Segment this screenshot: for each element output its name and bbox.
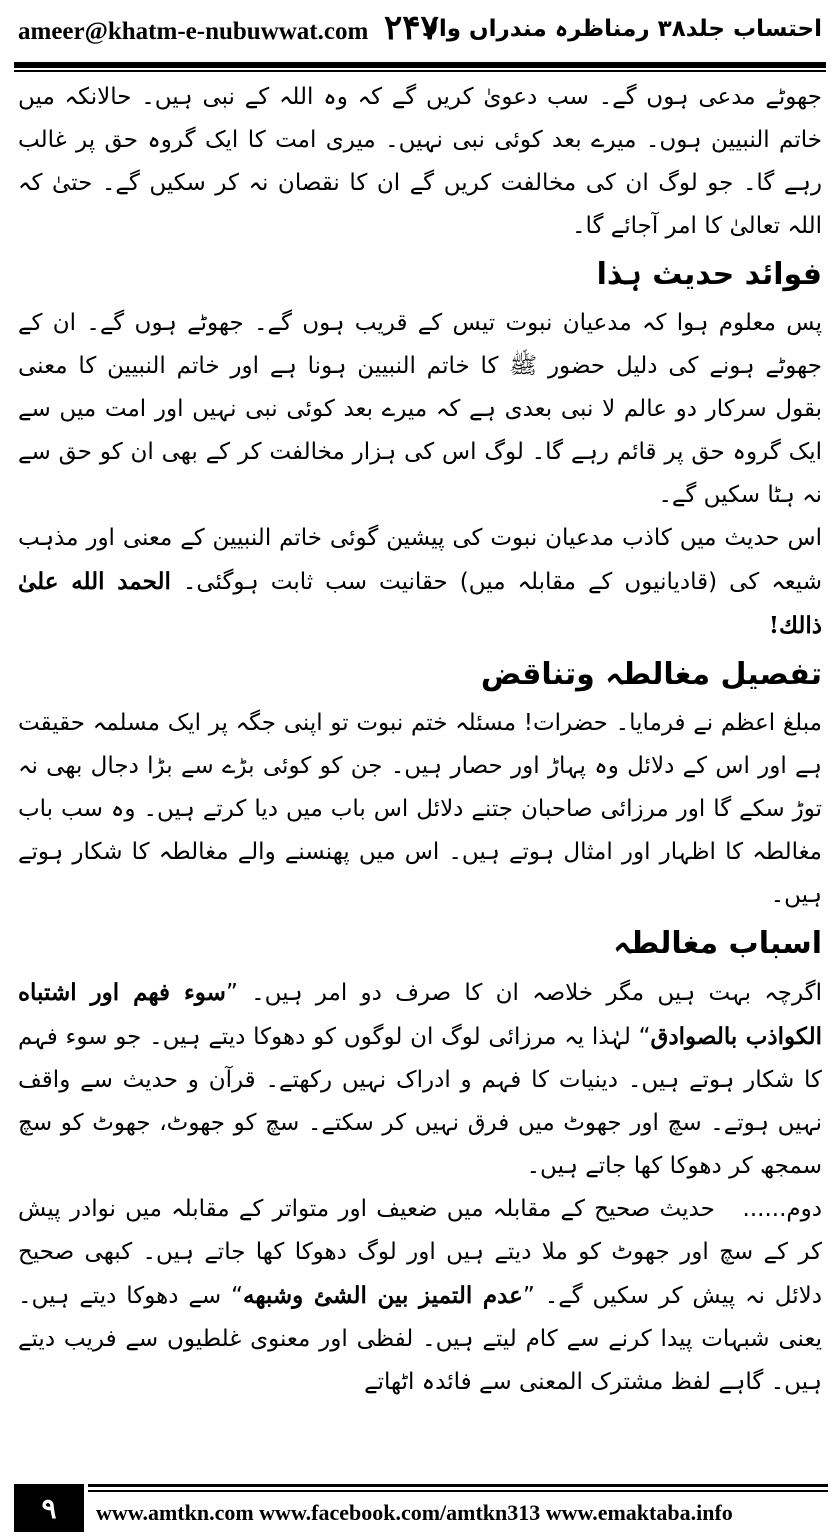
footer-urls[interactable]: www.amtkn.com www.facebook.com/amtkn313 www.emaktaba.info (96, 1500, 733, 1525)
footer-rule-thick (88, 1484, 828, 1487)
header-rule-thick (14, 62, 826, 68)
page-header (0, 0, 840, 70)
paragraph (18, 971, 822, 1188)
running-title: احتساب جلد۳۸ رمناظرہ مندراں والا (421, 16, 822, 42)
footer-rule-thin (88, 1490, 828, 1492)
paragraph-text: “ سے دھوکا دیتے ہیں۔ یعنی شبہات پیدا کرنے سے کام لیتے ہیں۔ لفظی اور معنوی غلطیوں سے فریب دیتے ہیں۔ گاہے لفظ مشترک المعنی سے فائدہ اٹھاتے (18, 1283, 822, 1395)
arabic-phrase: عدم التميز بين الشئ وشبهه (242, 1282, 523, 1309)
paragraph-text: “ لہٰذا یہ مرزائی لوگ ان لوگوں کو دھوکا دیتے ہیں۔ جو سوء فہم کا شکار ہوتے ہیں۔ دینیات کا فہم و ادراک نہیں رکھتے۔ قرآن و حدیث سے واقف نہیں ہوتے۔ سچ اور جھوٹ میں فرق نہیں کر سکتے۔ سچ کو جھوٹ، جھوٹ کو سچ سمجھ کر دھوکا کھا جاتے ہیں۔ (18, 1024, 822, 1179)
paragraph (18, 1188, 822, 1404)
paragraph-text: اگرچہ بہت ہیں مگر خلاصہ ان کا صرف دو امر ہیں۔ ” (225, 980, 822, 1006)
sheet-number: ۹ (14, 1484, 84, 1532)
paragraph-text: حدیث صحیح کے مقابلہ میں ضعیف اور متواتر کے مقابلہ میں نوادر پیش کر کے سچ اور جھوٹ کو ملا دیتے ہیں اور لوگ دھوکا کھا جاتے ہیں۔ کبھی صحیح دلائل نہ پیش کر سکیں گے۔ ” (18, 1196, 822, 1309)
page-number: ۲۴۷ (384, 8, 439, 48)
paragraph (18, 517, 822, 648)
arabic-phrase: الحمد الله علىٰ ذالك! (18, 568, 822, 639)
paragraph-text: اس حدیث میں کاذب مدعیان نبوت کی پیشین گوئی خاتم النبیین کے معنی اور مذہب شیعہ کی (قادیانیوں کے مقابلہ میں) حقانیت سب ثابت ہوگئی۔ (18, 525, 822, 595)
page-body (18, 76, 822, 1464)
header-email[interactable]: ameer@khatm-e-nubuwwat.com (18, 18, 369, 45)
section-heading: فوائد حدیث ہذا (596, 257, 822, 292)
paragraph: مبلغ اعظم نے فرمایا۔ حضرات! مسئلہ ختم نبوت تو اپنی جگہ پر ایک مسلمہ حقیقت ہے اور اس کے دلائل وہ پہاڑ اور حصار ہیں۔ جن کو کوئی بڑے سے بڑا دجال بھی نہ توڑ سکے گا اور مرزائی صاحبان جتنے دلائل اس باب میں دیا کرتے ہیں۔ وہ سب باب مغالطہ کا اظہار اور امثال ہوتے ہیں۔ اس میں پھنسنے والے مغالطہ کا شکار ہوتے ہیں۔ (18, 710, 822, 908)
page-footer (0, 1480, 840, 1540)
section-heading: اسباب مغالطہ (613, 926, 822, 961)
paragraph: پس معلوم ہوا کہ مدعیان نبوت تیس کے قریب ہوں گے۔ جھوٹے ہوں گے۔ ان کے جھوٹے ہونے کی دلیل حضور ﷺ کا خاتم النبیین ہونا ہے اور خاتم النبیین کا معنی بقول سرکار دو عالم لا نبی بعدی ہے کہ میرے بعد کوئی نبی نہیں اور امت میں سے ایک گروہ حق پر قائم رہے گا۔ لوگ اس کی ہزار مخالفت کر کے بھی ان کو حق سے نہ ہٹا سکیں گے۔ (18, 310, 822, 508)
paragraph: جھوٹے مدعی ہوں گے۔ سب دعویٰ کریں گے کہ وہ اللہ کے نبی ہیں۔ حالانکہ میں خاتم النبیین ہوں۔ میرے بعد کوئی نبی نہیں۔ میری امت کا ایک گروہ حق پر غالب رہے گا۔ جو لوگ ان کی مخالفت کریں گے ان کا نقصان نہ کر سکیں گے۔ حتیٰ کہ اللہ تعالیٰ کا امر آجائے گا۔ (18, 84, 822, 239)
arabic-phrase: سوء فهم اور اشتباه الكواذب بالصوادق (18, 979, 822, 1050)
section-heading: تفصیل مغالطہ وتناقض (480, 657, 822, 692)
header-rule-thin (14, 70, 826, 72)
paragraph-label: دوم...... (742, 1196, 822, 1222)
